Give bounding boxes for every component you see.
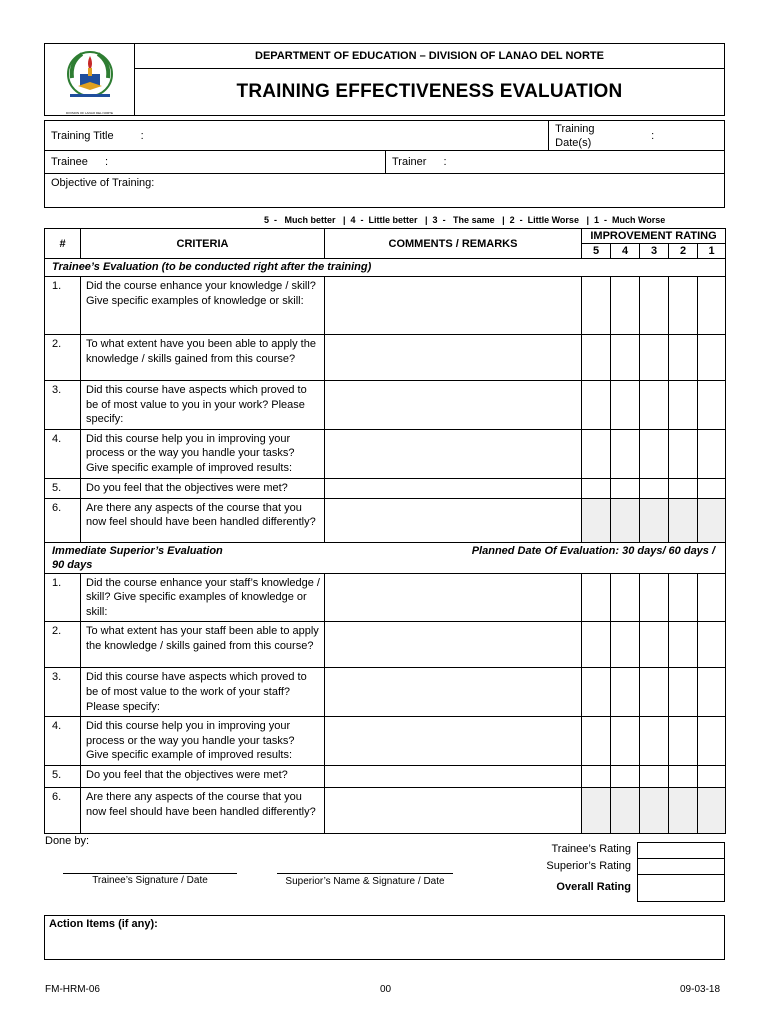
rating-cell-5[interactable] [582,498,611,542]
rating-cell-2[interactable] [669,381,698,430]
rating-cell-5[interactable] [582,478,611,498]
objective-field[interactable] [45,174,725,208]
form-code: FM-HRM-06 [45,984,100,995]
criteria-text: Are there any aspects of the course that you now feel should have been handled differently? [81,787,325,833]
rating-cell-4[interactable] [611,787,640,833]
rating-cell-3[interactable] [640,498,669,542]
action-items-label: Action Items (if any): [49,918,158,930]
department-name: DEPARTMENT OF EDUCATION – DIVISION OF LANAO DEL NORTE [135,44,725,69]
criteria-number: 2. [45,622,81,668]
rating-cell-2[interactable] [669,668,698,717]
rating-cell-1[interactable] [698,765,726,787]
rating-cell-2[interactable] [669,787,698,833]
criteria-number: 3. [45,668,81,717]
rating-cell-3[interactable] [640,765,669,787]
col-rating-header: IMPROVEMENT RATING [582,229,726,244]
criteria-text: To what extent has your staff been able to apply the knowledge / skills gained from this course? [81,622,325,668]
objective-label: Objective of Training: [51,177,155,189]
criteria-text: Did this course help you in improving your process or the way you handle your tasks? Give specific example of improved results: [81,717,325,766]
trainee-rating-label: Trainee’s Rating [551,843,631,855]
criteria-number: 4. [45,717,81,766]
trainee-label: Trainee [51,156,88,168]
trainer-colon: : [443,156,447,168]
form-date: 09-03-18 [680,984,721,995]
planned-date: Planned Date Of Evaluation: 30 days/ 60 days / [471,544,716,557]
planned-date-tail: 90 days [52,558,93,571]
rating-cell-2[interactable] [669,622,698,668]
criteria-number: 3. [45,381,81,430]
rating-cell-1[interactable] [698,429,726,478]
overall-rating-label: Overall Rating [556,881,631,893]
trainee-rating-box[interactable] [638,843,725,859]
rating-cell-3[interactable] [640,717,669,766]
superior-criteria-row-3 [45,668,726,717]
training-title-label: Training Title [51,129,114,142]
seal-caption: DIVISION OF LANAO DEL NORTE [65,111,113,115]
rating-cell-4[interactable] [611,381,640,430]
training-dates-label: Training Date(s) [555,122,595,149]
evaluation-table [44,228,726,834]
overall-rating-box[interactable] [638,875,725,902]
training-title-colon: : [140,129,144,142]
rating-header-4: 4 [611,244,640,259]
criteria-number: 5. [45,478,81,498]
trainee-signature-label: Trainee’s Signature / Date [92,875,208,886]
rating-cell-5[interactable] [582,765,611,787]
criteria-number: 2. [45,335,81,381]
trainer-label: Trainer [392,156,427,168]
comments-cell[interactable] [325,765,582,787]
rating-cell-3[interactable] [640,478,669,498]
rating-cell-5[interactable] [582,787,611,833]
rating-cell-5[interactable] [582,429,611,478]
training-info [44,120,725,208]
division-seal [45,44,135,116]
criteria-number: 6. [45,787,81,833]
criteria-text: Are there any aspects of the course that you now feel should have been handled differently? [81,498,325,542]
rating-cell-1[interactable] [698,498,726,542]
rating-cell-3[interactable] [640,573,669,622]
rating-cell-1[interactable] [698,573,726,622]
superior-section-title: Immediate Superior’s Evaluation [52,544,223,557]
rating-cell-4[interactable] [611,765,640,787]
superior-criteria-row-4 [45,717,726,766]
superior-criteria-row-6 [45,787,726,833]
rating-cell-1[interactable] [698,622,726,668]
comments-cell[interactable] [325,573,582,622]
criteria-text: Did this course help you in improving your process or the way you handle your tasks? Give specific example of improved results: [81,429,325,478]
training-dates-colon: : [651,129,655,142]
trainee-evaluation-section [45,259,726,277]
rating-cell-4[interactable] [611,573,640,622]
criteria-text: Did this course have aspects which proved to be of most value to you in your work? Please specify: [81,381,325,430]
rating-cell-4[interactable] [611,498,640,542]
criteria-text: Did this course have aspects which proved to be of most value to the work of your staff? Please specify: [81,668,325,717]
trainee-field[interactable] [45,151,386,174]
rating-cell-1[interactable] [698,478,726,498]
rating-cell-2[interactable] [669,335,698,381]
superior-evaluation-section [45,542,726,573]
trainee-criteria-row-5 [45,478,726,498]
col-criteria-header: CRITERIA [81,229,325,259]
criteria-number: 6. [45,498,81,542]
rating-header-5: 5 [582,244,611,259]
trainee-criteria-row-3 [45,381,726,430]
rating-cell-3[interactable] [640,787,669,833]
training-dates-field[interactable] [549,121,725,151]
superior-criteria-row-2 [45,622,726,668]
rating-cell-2[interactable] [669,498,698,542]
rating-cell-1[interactable] [698,787,726,833]
comments-cell[interactable] [325,381,582,430]
criteria-number: 1. [45,573,81,622]
criteria-number: 1. [45,277,81,335]
criteria-number: 5. [45,765,81,787]
rating-cell-3[interactable] [640,622,669,668]
rating-cell-5[interactable] [582,335,611,381]
rating-summary-box [637,842,725,902]
comments-cell[interactable] [325,335,582,381]
rating-cell-5[interactable] [582,622,611,668]
criteria-number: 4. [45,429,81,478]
rating-cell-5[interactable] [582,717,611,766]
rating-cell-2[interactable] [669,717,698,766]
criteria-text: Did the course enhance your knowledge / skill? Give specific examples of knowledge or skill: [81,277,325,335]
comments-cell[interactable] [325,622,582,668]
col-num-header: # [45,229,81,259]
deped-seal-icon [62,44,118,106]
superior-signature-label: Superior’s Name & Signature / Date [285,876,445,887]
criteria-text: Did the course enhance your staff’s knowledge / skill? Give specific examples of knowledge or skill: [81,573,325,622]
rating-cell-1[interactable] [698,277,726,335]
rating-header-2: 2 [669,244,698,259]
rating-cell-4[interactable] [611,335,640,381]
rating-cell-2[interactable] [669,765,698,787]
superior-criteria-row-5 [45,765,726,787]
trainee-colon: : [104,156,109,168]
rating-cell-1[interactable] [698,335,726,381]
rating-cell-4[interactable] [611,478,640,498]
rating-cell-2[interactable] [669,573,698,622]
rating-header-3: 3 [640,244,669,259]
form-revision: 00 [380,984,392,995]
comments-cell[interactable] [325,498,582,542]
comments-cell[interactable] [325,277,582,335]
rating-header-1: 1 [698,244,726,259]
rating-cell-3[interactable] [640,335,669,381]
rating-cell-1[interactable] [698,381,726,430]
criteria-text: Do you feel that the objectives were met? [81,765,325,787]
trainee-criteria-row-6 [45,498,726,542]
rating-cell-2[interactable] [669,429,698,478]
rating-cell-4[interactable] [611,429,640,478]
trainee-criteria-row-2 [45,335,726,381]
form-title: TRAINING EFFECTIVENESS EVALUATION [135,69,725,116]
rating-cell-3[interactable] [640,668,669,717]
trainee-signature-line[interactable] [63,873,237,874]
comments-cell[interactable] [325,787,582,833]
rating-cell-5[interactable] [582,381,611,430]
rating-legend: 5 - Much better | 4 - Little better | 3 - The same | 2 - Little Worse | 1 - Much Worse [264,215,666,225]
rating-cell-4[interactable] [611,668,640,717]
comments-cell[interactable] [325,429,582,478]
comments-cell[interactable] [325,717,582,766]
criteria-text: Do you feel that the objectives were met? [81,478,325,498]
comments-cell[interactable] [325,478,582,498]
trainee-criteria-row-1 [45,277,726,335]
criteria-text: To what extent have you been able to apply the knowledge / skills gained from this course? [81,335,325,381]
rating-cell-2[interactable] [669,277,698,335]
rating-cell-2[interactable] [669,478,698,498]
action-items-box[interactable] [44,915,725,960]
trainer-field[interactable] [386,151,725,174]
rating-cell-1[interactable] [698,717,726,766]
comments-cell[interactable] [325,668,582,717]
rating-cell-3[interactable] [640,277,669,335]
superior-rating-label: Superior’s Rating [546,860,631,872]
rating-cell-1[interactable] [698,668,726,717]
rating-cell-5[interactable] [582,573,611,622]
trainee-section-title: Trainee’s Evaluation (to be conducted right after the training) [52,261,372,273]
done-by-label: Done by: [45,835,90,847]
rating-cell-4[interactable] [611,622,640,668]
training-title-field[interactable] [45,121,549,151]
rating-cell-5[interactable] [582,668,611,717]
rating-cell-4[interactable] [611,717,640,766]
superior-signature-line[interactable] [277,873,453,874]
rating-cell-3[interactable] [640,381,669,430]
rating-cell-4[interactable] [611,277,640,335]
superior-criteria-row-1 [45,573,726,622]
form-header [44,43,725,116]
rating-cell-3[interactable] [640,429,669,478]
trainee-criteria-row-4 [45,429,726,478]
superior-rating-box[interactable] [638,859,725,875]
col-comments-header: COMMENTS / REMARKS [325,229,582,259]
rating-cell-5[interactable] [582,277,611,335]
